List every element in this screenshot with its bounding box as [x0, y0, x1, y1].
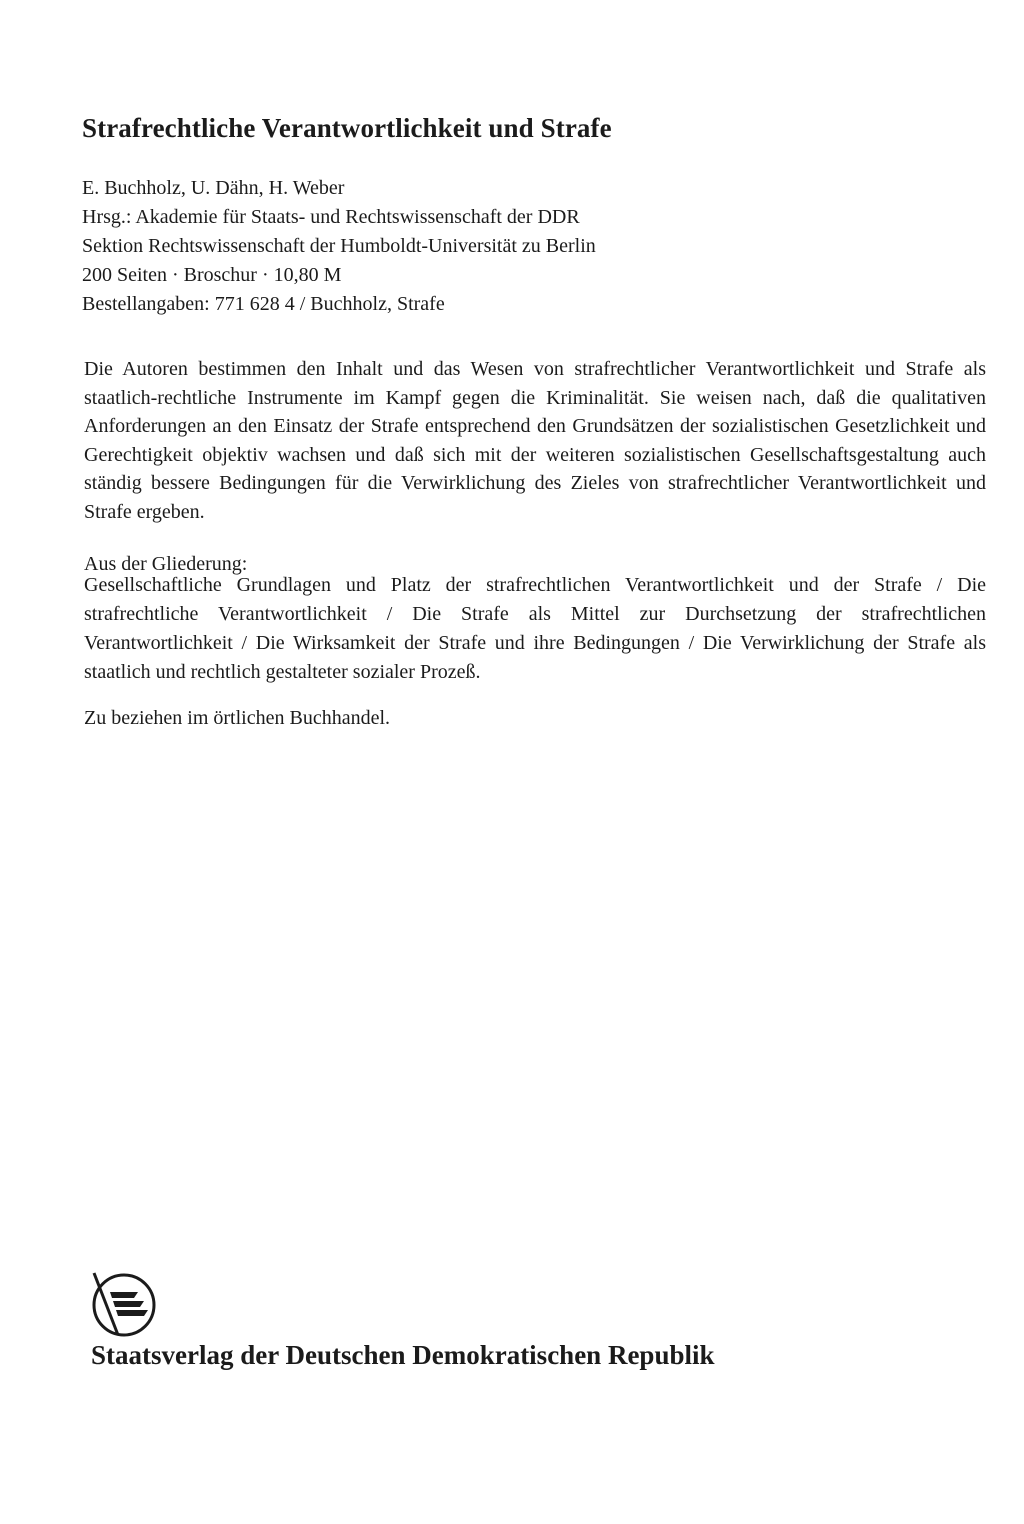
book-title: Strafrechtliche Verantwortlichkeit und Strafe [82, 113, 612, 143]
description-paragraph: Die Autoren bestimmen den Inhalt und das Wesen von strafrechtlicher Verantwortlichkeit und Strafe als staatlich-rechtliche Instrumente im Kampf gegen die Kriminalität. Sie weisen nach, daß die qualitativen Anforderungen an den Einsatz der Strafe entsprechend den Grundsätzen der sozialistischen Gesetzlichkeit und Gerechtigkeit objektiv wachsen und daß sich mit der weiteren sozialistischen Gesellschaftsgestaltung auch ständig bessere Bedingungen für die Verwirklichung des Zieles von strafrechtlicher Verantwortlichkeit und Strafe ergeben. [84, 358, 986, 523]
outline-heading: Aus der Gliederung: [84, 553, 248, 575]
editor-line: Hrsg.: Akademie für Staats- und Rechtswissenschaft der DDR [82, 206, 580, 228]
book-meta [82, 174, 596, 319]
section-line: Sektion Rechtswissenschaft der Humboldt-Universität zu Berlin [82, 235, 596, 257]
order-line: Bestellangaben: 771 628 4 / Buchholz, Strafe [82, 293, 445, 315]
authors-line: E. Buchholz, U. Dähn, H. Weber [82, 177, 345, 199]
details-line: 200 Seiten · Broschur · 10,80 M [82, 264, 342, 286]
outline-text: Gesellschaftliche Grundlagen und Platz der strafrechtlichen Verantwortlichkeit und der Strafe / Die strafrechtliche Verantwortlichkeit / Die Strafe als Mittel zur Durchsetzung der strafrechtlichen Verantwortlichkeit / Die Wirksamkeit der Strafe und ihre Bedingungen / Die Verwirklichung der Strafe als staatlich und rechtlich gestalteter sozialer Prozeß. [84, 574, 986, 683]
availability-note: Zu beziehen im örtlichen Buchhandel. [84, 707, 391, 729]
publisher-name: Staatsverlag der Deutschen Demokratischen Republik [91, 1340, 715, 1370]
publisher-logo-icon [88, 1270, 160, 1338]
